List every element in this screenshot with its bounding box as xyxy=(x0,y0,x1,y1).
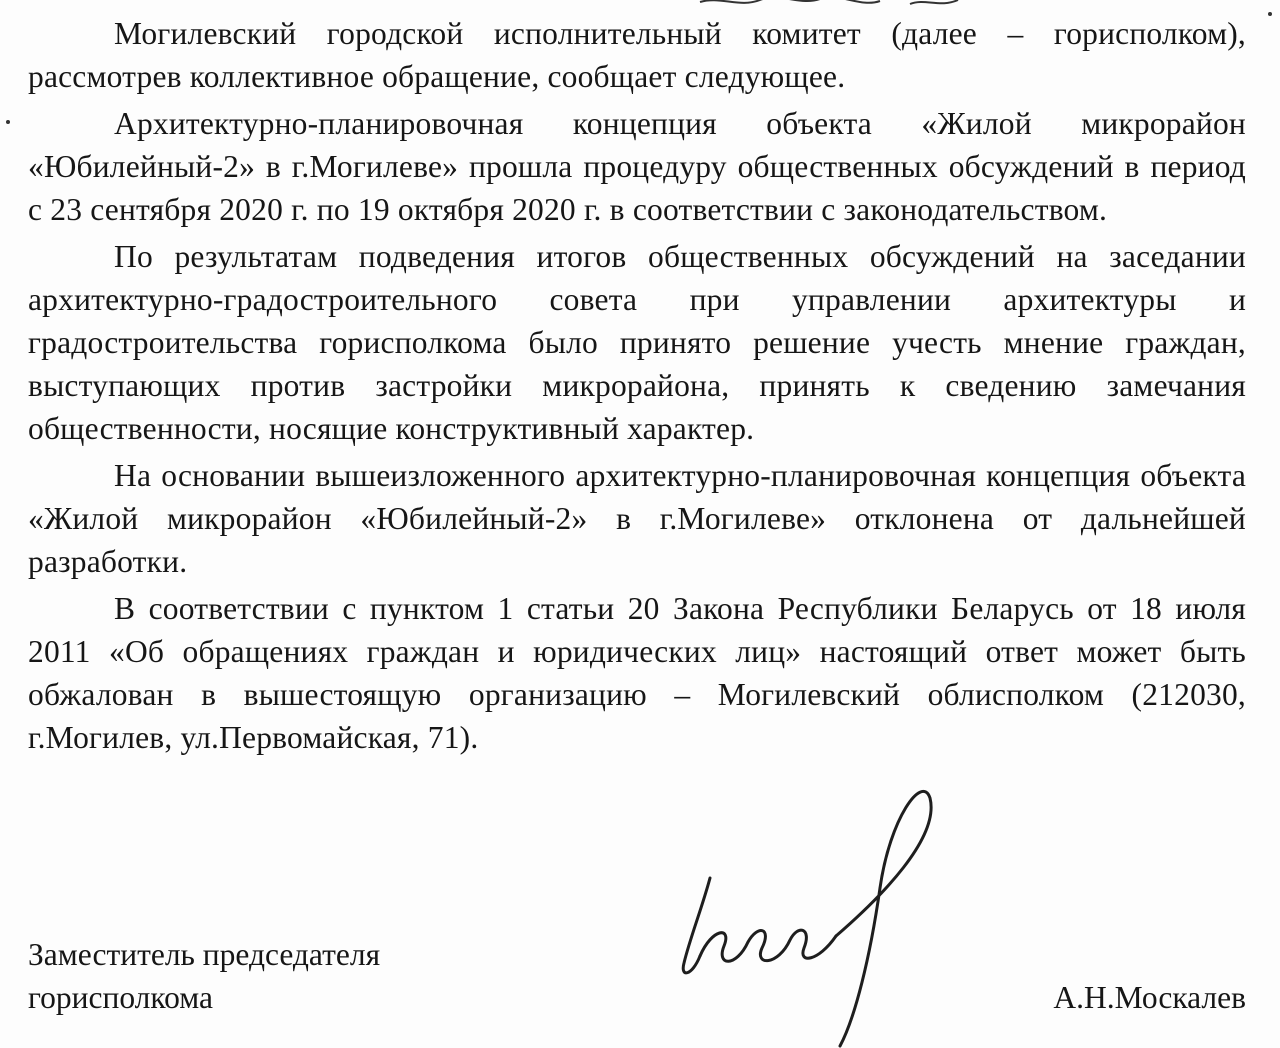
paragraph-rejection: На основании вышеизложенного архитектурно-планировочная концепция объекта «Жилой микрорайон «Юбилейный-2» в г.Могилеве» отклонена от дальнейшей разработки. xyxy=(28,458,1246,579)
position-line-1: Заместитель председателя xyxy=(28,937,381,972)
position-line-2: горисполкома xyxy=(28,980,213,1015)
signatory-position xyxy=(28,933,380,1019)
paragraph-public-discussion: Архитектурно-планировочная концепция объекта «Жилой микрорайон «Юбилейный-2» в г.Могилеве» прошла процедуру общественных обсуждений в период с 23 сентября 2020 г. по 19 октября 2020 г. в соответствии с законодательством. xyxy=(28,106,1246,227)
handwritten-signature xyxy=(640,778,1100,1048)
scan-speck-right xyxy=(1268,12,1272,16)
paragraph-council-decision: По результатам подведения итогов общественных обсуждений на заседании архитектурно-градостроительного совета при управлении архитектуры и градостроительства горисполкома было принято решение учесть мнение граждан, выступающих против застройки микрорайона, принять к сведению замечания общественности, носящие конструктивный характер. xyxy=(28,239,1246,446)
scan-speck-left xyxy=(6,120,10,124)
letter-body xyxy=(28,12,1246,759)
paragraph-intro: Могилевский городской исполнительный комитет (далее – горисполком), рассмотрев коллективное обращение, сообщает следующее. xyxy=(28,16,1246,94)
paragraph-appeal-info: В соответствии с пунктом 1 статьи 20 Закона Республики Беларусь от 18 июля 2011 «Об обращениях граждан и юридических лиц» настоящий ответ может быть обжалован в вышестоящую организацию – Могилевский облисполком (212030, г.Могилев, ул.Первомайская, 71). xyxy=(28,591,1246,755)
signer-name: А.Н.Москалев xyxy=(1053,980,1246,1015)
